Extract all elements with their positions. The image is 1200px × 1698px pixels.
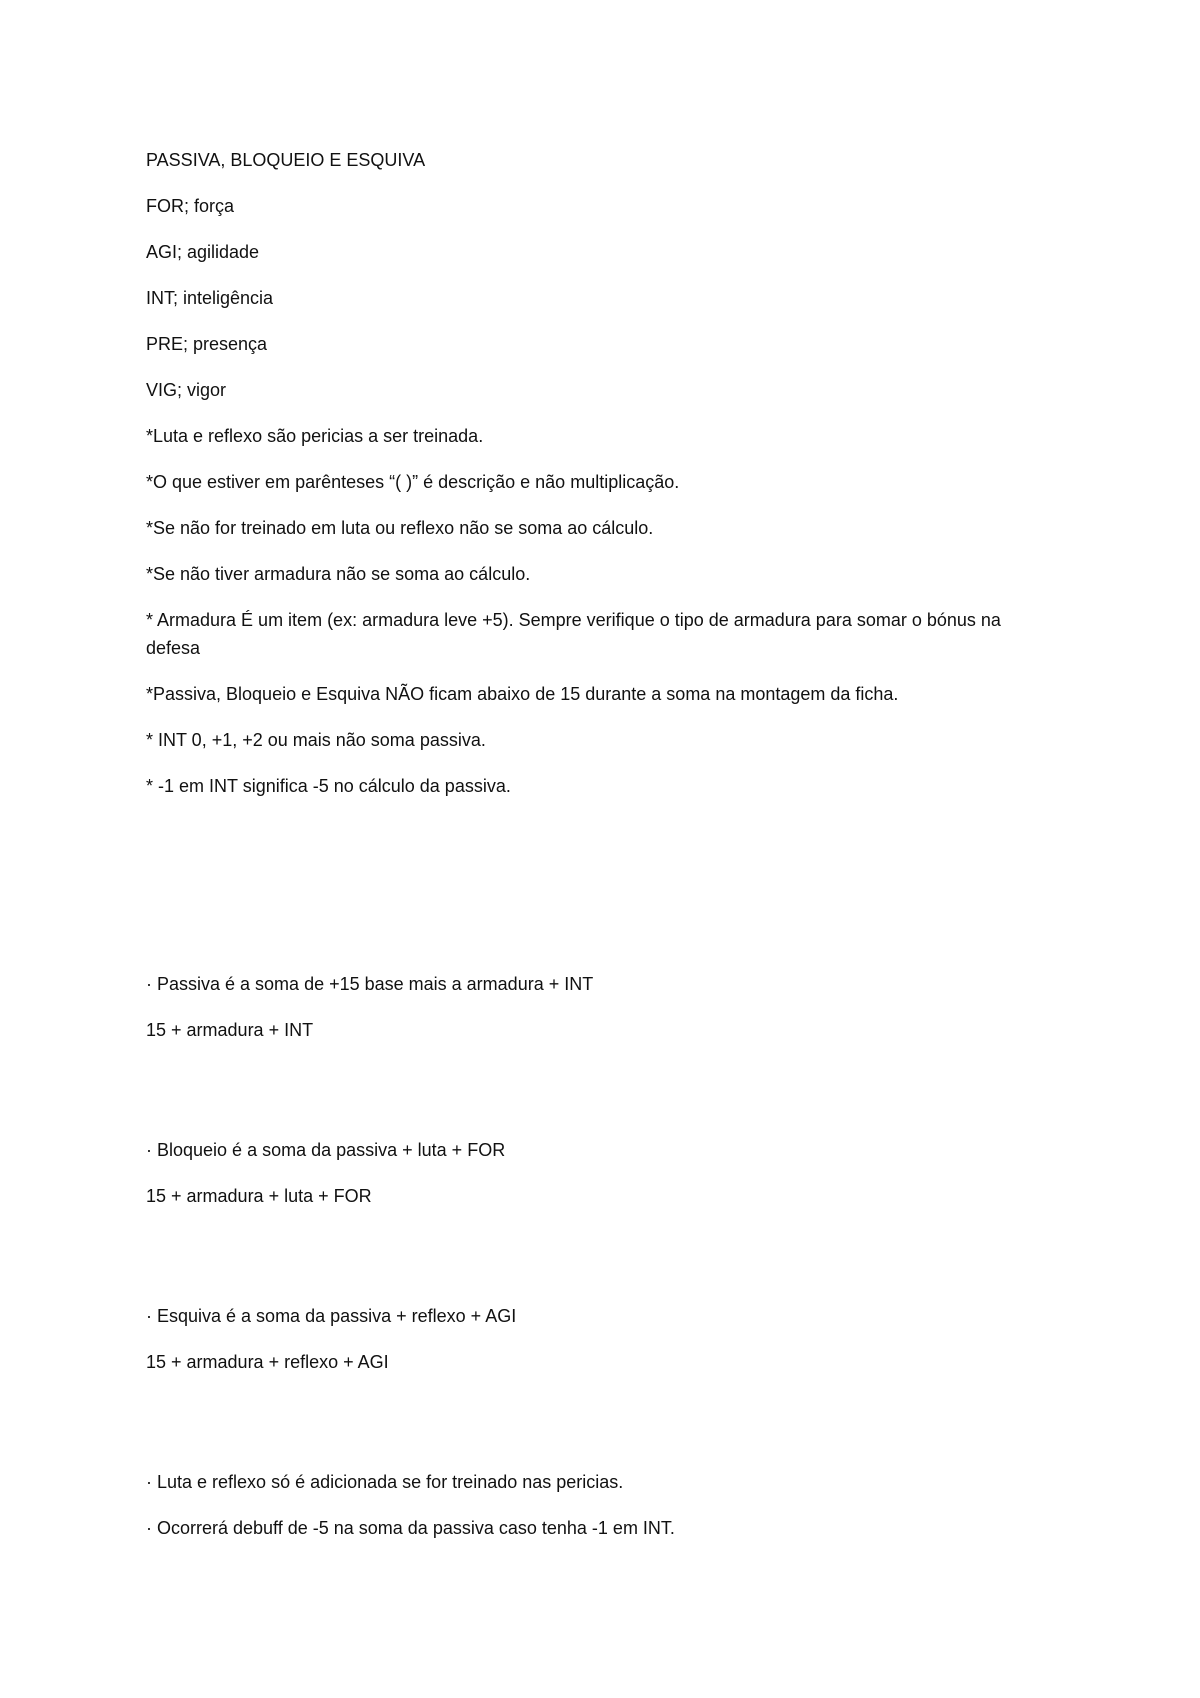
document-title: PASSIVA, BLOQUEIO E ESQUIVA [146, 150, 426, 170]
attribute-int: INT; inteligência [146, 288, 274, 308]
note-no-armor: *Se não tiver armadura não se soma ao cálculo. [146, 564, 531, 584]
note-minimum-15: *Passiva, Bloqueio e Esquiva NÃO ficam abaixo de 15 durante a soma na montagem da ficha. [146, 684, 899, 704]
attribute-agi: AGI; agilidade [146, 242, 260, 262]
bloqueio-description: · Bloqueio é a soma da passiva + luta + FOR [146, 1140, 506, 1160]
note-int-penalty: * -1 em INT significa -5 no cálculo da passiva. [146, 776, 511, 796]
passiva-description: · Passiva é a soma de +15 base mais a armadura + INT [146, 974, 594, 994]
attribute-vig: VIG; vigor [146, 380, 227, 400]
passiva-formula: 15 + armadura + INT [146, 1020, 314, 1040]
note-untrained: *Se não for treinado em luta ou reflexo não se soma ao cálculo. [146, 518, 654, 538]
note-armor-item: * Armadura É um item (ex: armadura leve +5). Sempre verifique o tipo de armadura para somar o bónus na defesa [146, 610, 1001, 658]
esquiva-formula: 15 + armadura + reflexo + AGI [146, 1352, 389, 1372]
final-note-training: · Luta e reflexo só é adicionada se for treinado nas pericias. [146, 1472, 624, 1492]
esquiva-description: · Esquiva é a soma da passiva + reflexo + AGI [146, 1306, 517, 1326]
note-parentheses: *O que estiver em parênteses “( )” é descrição e não multiplicação. [146, 472, 680, 492]
attribute-for: FOR; força [146, 196, 235, 216]
bloqueio-formula: 15 + armadura + luta + FOR [146, 1186, 372, 1206]
attribute-pre: PRE; presença [146, 334, 268, 354]
note-trained-skills: *Luta e reflexo são pericias a ser treinada. [146, 426, 484, 446]
final-note-debuff: · Ocorrerá debuff de -5 na soma da passiva caso tenha -1 em INT. [146, 1518, 675, 1538]
note-int-bonus: * INT 0, +1, +2 ou mais não soma passiva. [146, 730, 486, 750]
